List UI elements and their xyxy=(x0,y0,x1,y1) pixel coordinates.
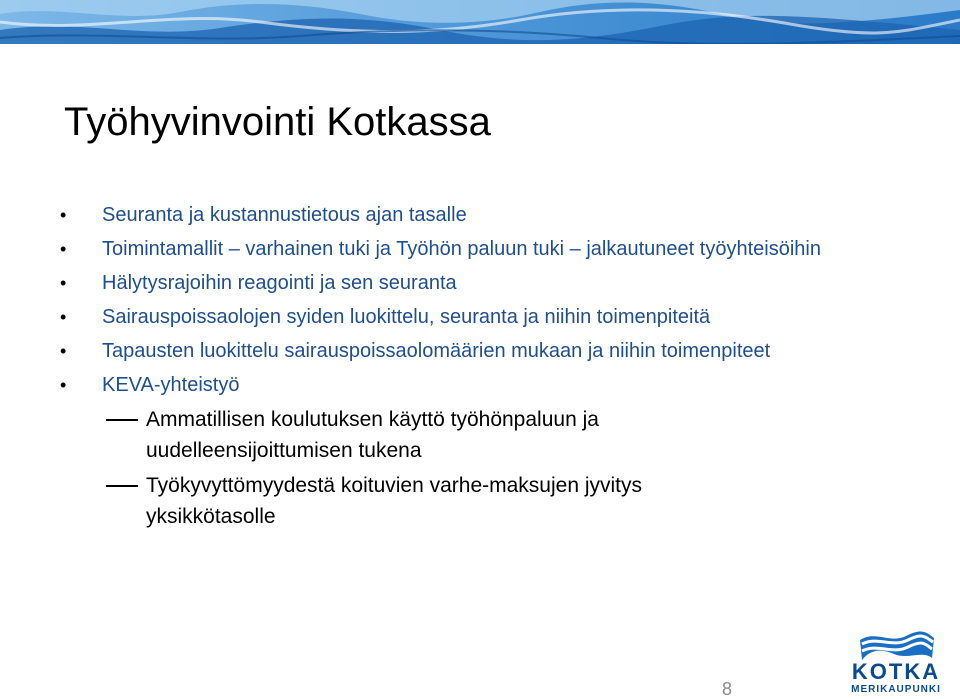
bullet-point-icon: • xyxy=(60,341,67,361)
waving-flag-icon xyxy=(856,630,936,662)
bullet-point-icon: • xyxy=(60,307,67,327)
kotka-logo xyxy=(840,630,952,696)
top-banner xyxy=(0,0,960,44)
sub-bullet-text: Työkyvyttömyydestä koituvien varhe-maksujen jyvitys yksikkötasolle xyxy=(146,474,643,528)
sub-bullet-text: Ammatillisen koulutuksen käyttö työhönpaluun ja uudelleensijoittumisen tukena xyxy=(146,408,599,462)
bullet-text: KEVA-yhteistyö xyxy=(102,374,240,396)
sub-list-item xyxy=(60,470,746,532)
wave-banner-icon xyxy=(0,0,960,44)
bullet-text: Hälytysrajoihin reagointi ja sen seuranta xyxy=(102,272,457,294)
list-item xyxy=(60,200,900,230)
sub-bullet-list xyxy=(60,404,900,532)
logo-name: KOTKA xyxy=(851,659,941,684)
page-number: 8 xyxy=(722,679,733,699)
bullet-point-icon: • xyxy=(60,273,67,293)
dash-icon xyxy=(106,419,138,421)
list-item xyxy=(60,336,900,366)
list-item xyxy=(60,370,900,400)
list-item xyxy=(60,234,900,264)
slide-title: Työhyvinvointi Kotkassa xyxy=(64,100,491,144)
bullet-point-icon: • xyxy=(60,239,67,259)
list-item xyxy=(60,302,900,332)
bullet-text: Seuranta ja kustannustietous ajan tasalle xyxy=(102,204,467,226)
dash-icon xyxy=(106,485,138,487)
bullet-point-icon: • xyxy=(60,375,67,395)
bullet-text: Toimintamallit – varhainen tuki ja Työhön paluun tuki – jalkautuneet työyhteisöihin xyxy=(102,238,821,260)
bullet-list xyxy=(60,200,900,536)
sub-list-item xyxy=(60,404,746,466)
bullet-text: Tapausten luokittelu sairauspoissaolomäärien mukaan ja niihin toimenpiteet xyxy=(102,340,771,362)
bullet-text: Sairauspoissaolojen syiden luokittelu, seuranta ja niihin toimenpiteitä xyxy=(102,306,711,328)
sub-bullet-container xyxy=(60,404,900,532)
list-item xyxy=(60,268,900,298)
logo-subtitle: MERIKAUPUNKI xyxy=(851,684,941,695)
bullet-point-icon: • xyxy=(60,205,67,225)
